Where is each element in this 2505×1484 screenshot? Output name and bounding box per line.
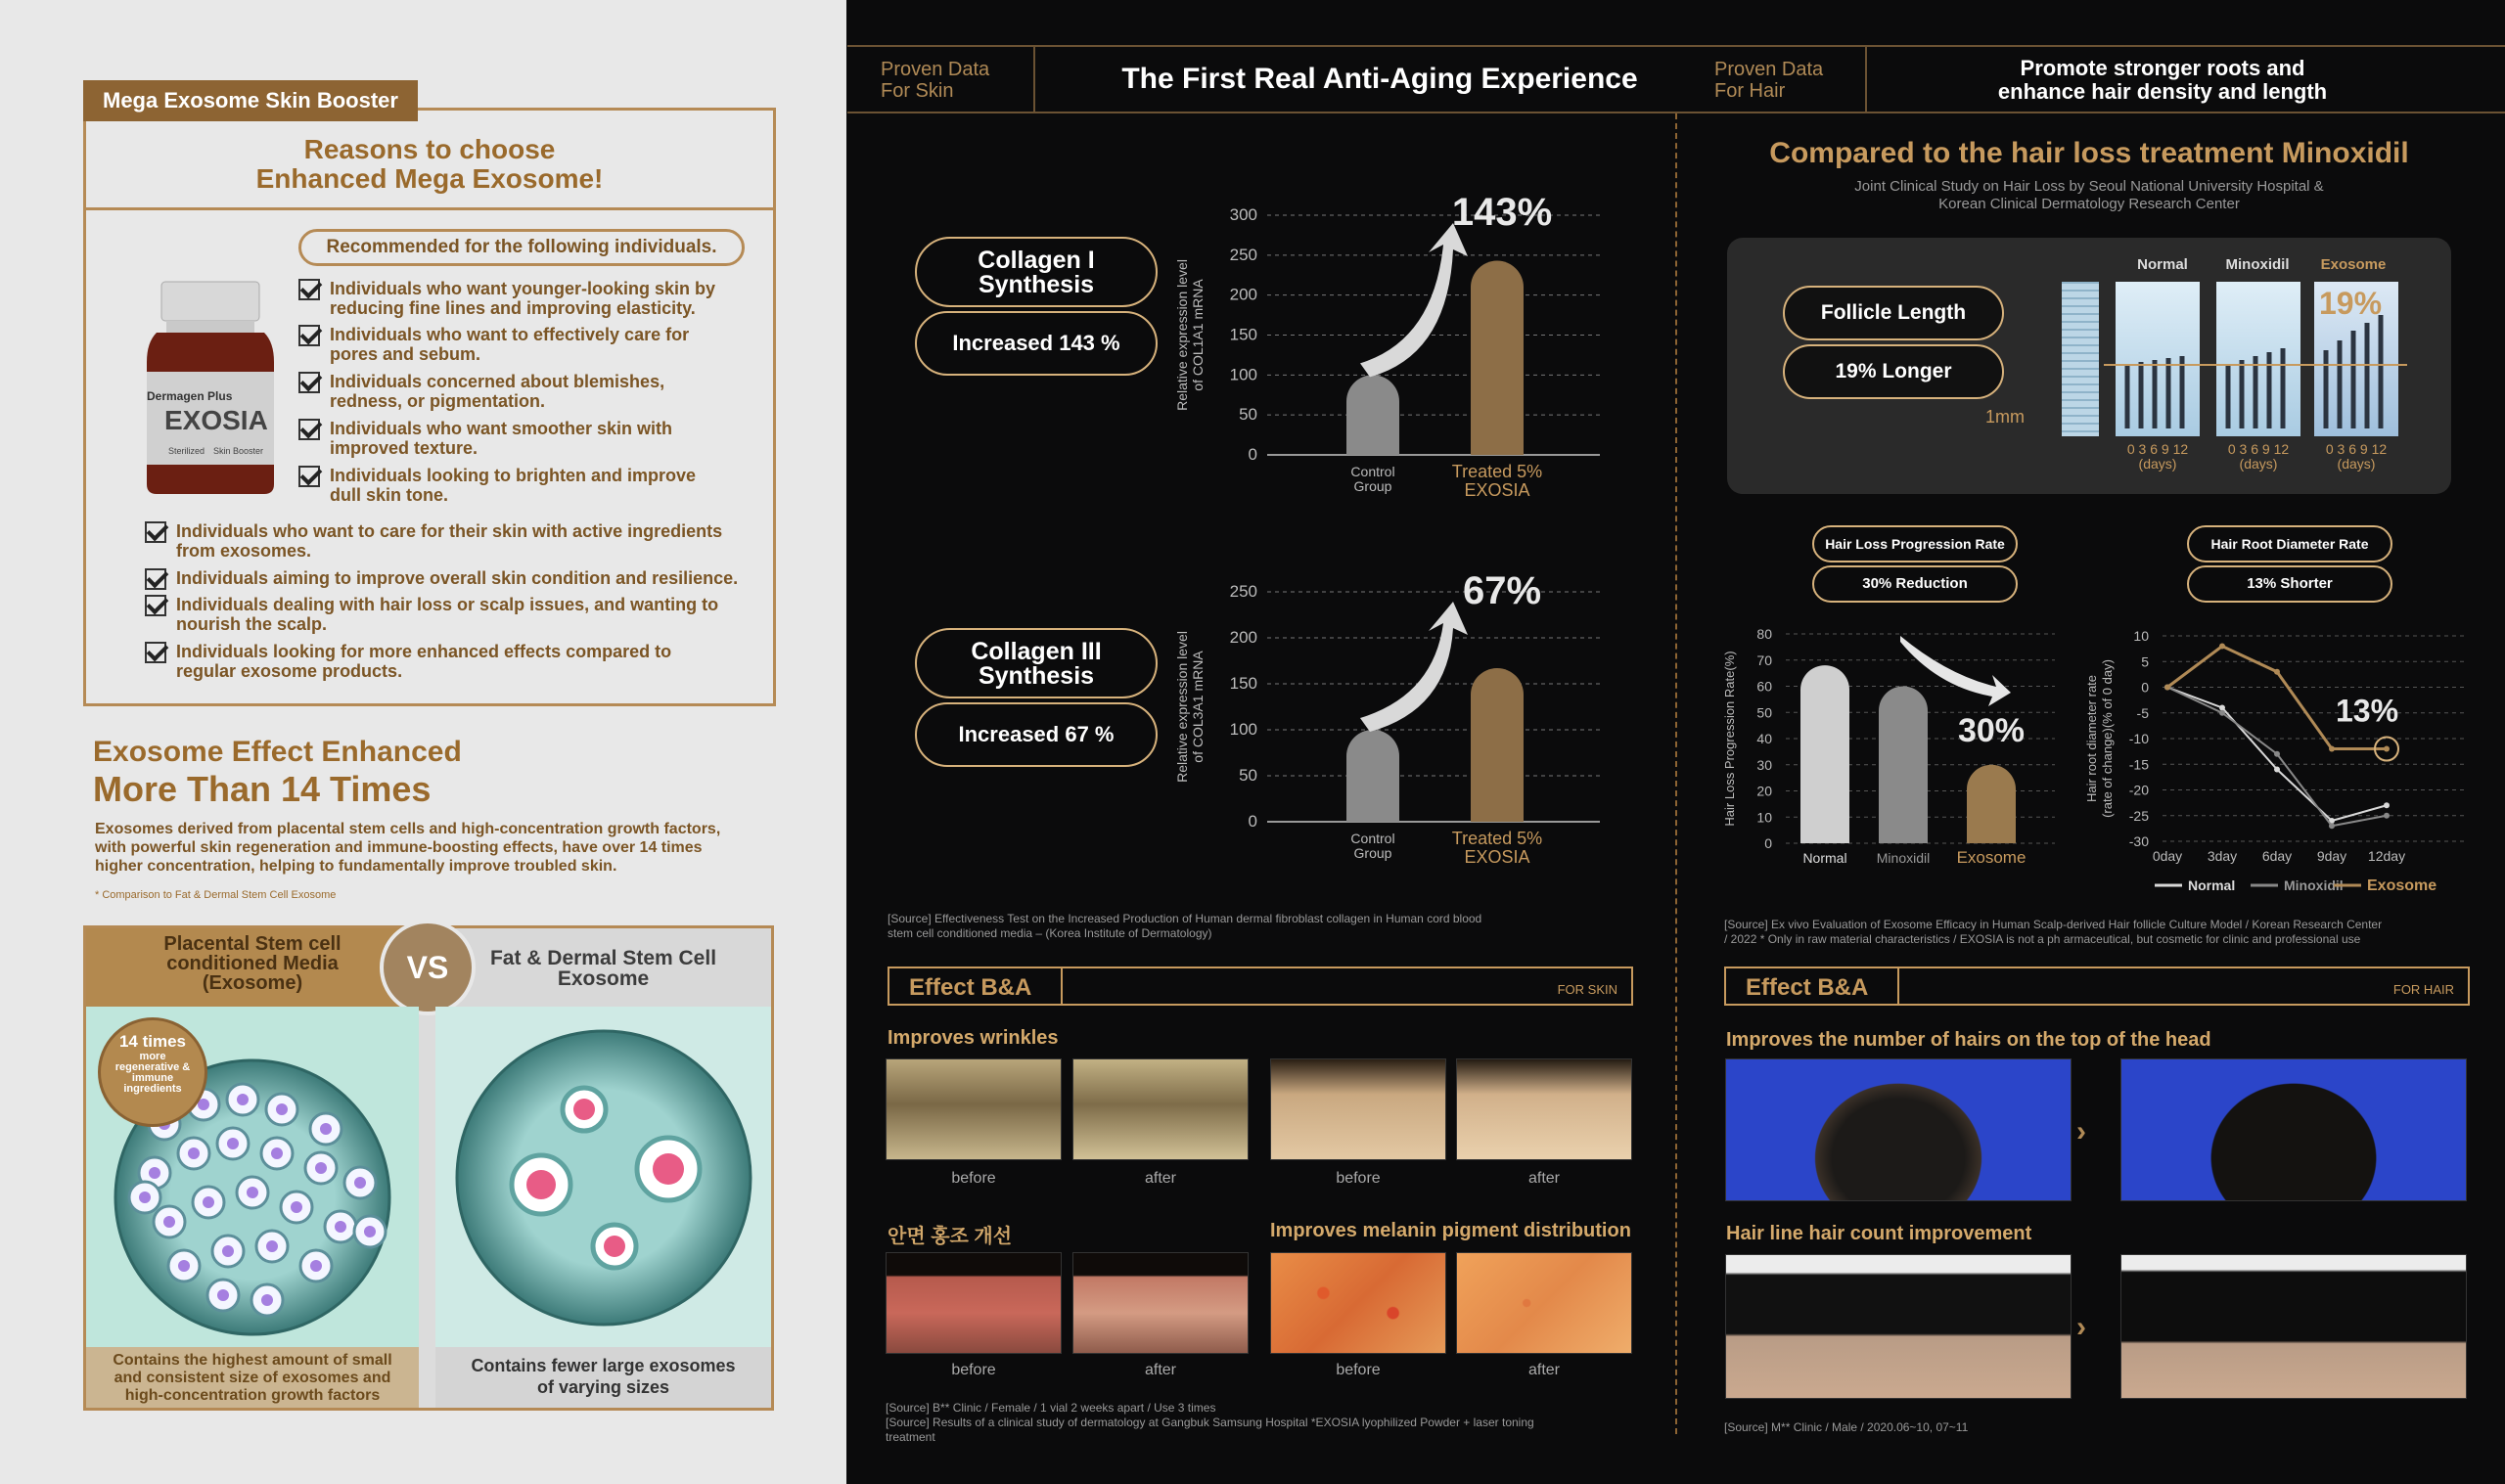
data-point <box>2219 644 2225 650</box>
effect-note: * Comparison to Fat & Dermal Stem Cell Exosome <box>95 889 337 901</box>
x-tick-label: 3day <box>2207 848 2238 864</box>
header-top-line <box>847 45 2505 47</box>
y-tick-label: 30 <box>1756 756 1772 773</box>
redness-after-photo <box>1072 1252 1249 1354</box>
y-axis-label: Hair Loss Progression Rate(%) <box>1722 651 1737 827</box>
root-diameter-shorter-pill: 13% Shorter <box>2187 565 2392 603</box>
x-tick-label: Normal <box>1802 850 1847 866</box>
exosome-core <box>203 1196 214 1208</box>
y-tick-label: 40 <box>1756 731 1772 746</box>
hair-top-before-photo <box>1725 1058 2072 1201</box>
exosome-core <box>261 1294 273 1306</box>
product-bottle-image <box>137 274 284 499</box>
collagen3-increase-pill: Increased 67 % <box>915 702 1158 767</box>
y-axis-label: of COL1A1 mRNA <box>1190 279 1206 391</box>
wrinkles-title: Improves wrinkles <box>888 1027 1059 1049</box>
melanin-after-photo <box>1456 1252 1632 1354</box>
effect-description: Exosomes derived from placental stem cells and high-concentration growth factors, with powerful skin regeneration and immune-boosting effects, have over 14 times higher concentration, helping to fundamentally improve troubled skin. <box>95 821 721 875</box>
checklist-item <box>298 466 696 505</box>
y-tick-label: 70 <box>1756 652 1772 668</box>
skin-footnote: [Source] B** Clinic / Female / 1 vial 2 weeks apart / Use 3 times [Source] Results of a clinical study of dermatology at Gangbuk Samsung Hospital *EXOSIA lyophilized Powder + laser toning treatment <box>886 1401 1534 1444</box>
y-tick-label: 0 <box>1764 835 1772 851</box>
x-tick-label: 6day <box>2261 848 2293 864</box>
divider <box>1897 968 1899 1004</box>
product-tag: Mega Exosome Skin Booster <box>83 80 418 121</box>
checklist-text: Individuals who want to care for their skin with active ingredients from exosomes. <box>176 521 723 561</box>
y-tick-label: 10 <box>1756 809 1772 826</box>
follicle-normal-image <box>2116 282 2200 436</box>
checklist-text: Individuals dealing with hair loss or scalp issues, and wanting to nourish the scalp. <box>176 595 719 634</box>
divider <box>86 207 773 210</box>
exosome-core <box>227 1138 239 1149</box>
melanin-title: Improves melanin pigment distribution <box>1270 1220 1631 1241</box>
x-tick-label: Control <box>1350 464 1395 479</box>
exosome-core <box>247 1187 258 1198</box>
col-minoxidil: Minoxidil <box>2225 256 2290 273</box>
comparison-right-header: Fat & Dermal Stem Cell Exosome <box>435 928 771 1007</box>
skin-header-small: Proven Data For Skin <box>881 59 990 102</box>
skin-ba-tag: FOR SKIN <box>1557 982 1617 997</box>
redness-before-photo <box>886 1252 1062 1354</box>
fat-dermal-cell-diagram <box>435 1007 771 1347</box>
exosome-core <box>335 1221 346 1233</box>
checklist-item <box>145 521 722 561</box>
data-point <box>2274 751 2280 757</box>
days-normal: 0 3 6 9 12 (days) <box>2126 441 2189 472</box>
checklist-item <box>298 325 689 364</box>
skin-source: [Source] Effectiveness Test on the Increased Production of Human dermal fibroblast collagen in Human cord blood stem cell conditioned media – (Korea Institute of Dermatology) <box>888 912 1482 940</box>
y-tick-label: -15 <box>2128 756 2149 773</box>
y-tick-label: 150 <box>1229 325 1257 344</box>
hair-line-before-photo <box>1725 1254 2072 1399</box>
bar <box>1800 665 1849 843</box>
arrow-icon: › <box>2076 1311 2086 1343</box>
hair-loss-rate-pill: Hair Loss Progression Rate <box>1812 525 2018 562</box>
y-tick-label: 250 <box>1229 582 1257 601</box>
ruler-image <box>2062 282 2099 436</box>
collagen3-pill: Collagen III Synthesis <box>915 628 1158 698</box>
checklist-text: Individuals who want to effectively care for pores and sebum. <box>330 325 690 364</box>
skin-ba-header <box>888 967 1633 1006</box>
bar <box>1471 668 1524 822</box>
checkbox-icon <box>298 466 320 487</box>
days-exosome: 0 3 6 9 12 (days) <box>2325 441 2388 472</box>
checklist-text: Individuals concerned about blemishes, redness, or pigmentation. <box>330 372 665 411</box>
y-tick-label: 50 <box>1239 766 1257 785</box>
y-axis-label: (rate of change)(% of 0 day) <box>2100 659 2115 818</box>
growth-arrow <box>1360 223 1468 377</box>
checkbox-icon <box>145 568 166 590</box>
hair-header-title: Promote stronger roots and enhance hair density and length <box>1997 56 2328 104</box>
data-point <box>2384 746 2390 752</box>
checklist-item <box>298 372 664 411</box>
hair-ba-header <box>1724 967 2470 1006</box>
y-tick-label: 100 <box>1229 365 1257 384</box>
y-tick-label: -25 <box>2128 807 2149 824</box>
reduction-label: 30% <box>1957 712 2026 749</box>
x-tick-label: EXOSIA <box>1464 480 1530 500</box>
skin-ba-title: Effect B&A <box>909 974 1032 1001</box>
data-point <box>2219 710 2225 716</box>
legend-label: Normal <box>2188 877 2236 893</box>
hair-source: [Source] Ex vivo Evaluation of Exosome Efficacy in Human Scalp-derived Hair follicle Culture Model / Korean Research Center / 2022 * Only in raw material characteristics / EXOSIA is not a ph armaceutical, but cosmetic for clinic and professional use <box>1724 918 2383 946</box>
hair-subtitle: Joint Clinical Study on Hair Loss by Seoul National University Hospital & Korean Clinical Dermatology Research Center <box>1854 178 2324 212</box>
exosome-core <box>237 1094 249 1105</box>
vs-badge: VS <box>380 920 476 1015</box>
follicle-19-label: 19% <box>2319 286 2383 321</box>
checkbox-icon <box>145 595 166 616</box>
reasons-title: Reasons to choose Enhanced Mega Exosome! <box>255 134 604 194</box>
checklist-item <box>145 568 738 590</box>
bar <box>1346 730 1399 822</box>
bottle-sub1: Sterilized <box>168 446 205 456</box>
exosome-core <box>364 1226 376 1237</box>
x-tick-label: EXOSIA <box>1464 847 1530 867</box>
shorter-label: 13% <box>2335 693 2399 729</box>
hair-loss-bar-chart <box>1712 616 2074 880</box>
effect-title-1: Exosome Effect Enhanced <box>93 736 462 768</box>
collagen3-chart <box>1169 572 1619 876</box>
divider <box>1061 968 1063 1004</box>
scale-label: 1mm <box>1985 407 2025 427</box>
fat-dermal-exosome-illustration <box>435 1007 771 1347</box>
hair-top-after-photo <box>2120 1058 2467 1201</box>
caption-after: after <box>1144 1362 1176 1378</box>
bar <box>1879 687 1928 844</box>
y-tick-label: 20 <box>1756 783 1772 799</box>
arrow-icon: › <box>2076 1115 2086 1147</box>
y-tick-label: 5 <box>2141 653 2149 670</box>
caption-after: after <box>1144 1170 1176 1187</box>
y-tick-label: 200 <box>1229 285 1257 304</box>
exosome-core <box>291 1201 302 1213</box>
forehead-before-photo <box>1270 1058 1446 1160</box>
x-tick-label: Control <box>1350 831 1395 846</box>
wrinkles-before-photo <box>886 1058 1062 1160</box>
exosome-core <box>222 1245 234 1257</box>
checklist-text: Individuals who want younger-looking skin by reducing fine lines and improving elasticity. <box>330 279 716 318</box>
column-separator <box>1675 113 1677 1434</box>
hair-footnote: [Source] M** Clinic / Male / 2020.06~10, 07~11 <box>1724 1420 1969 1434</box>
bottle-sub2: Skin Booster <box>213 446 264 456</box>
checkbox-icon <box>298 325 320 346</box>
hair-header-small: Proven Data For Hair <box>1714 59 1824 102</box>
x-tick-label: Minoxidil <box>1876 850 1931 866</box>
legend-label: Minoxidil <box>2284 877 2344 893</box>
legend-label: Exosome <box>2367 877 2437 894</box>
follicle-length-pill: Follicle Length <box>1783 286 2004 340</box>
caption-after: after <box>1527 1362 1560 1378</box>
y-tick-label: -20 <box>2128 782 2149 798</box>
data-point <box>2219 705 2225 711</box>
y-axis-label: Relative expression level <box>1174 631 1190 783</box>
data-point <box>2384 802 2390 808</box>
exosome-core <box>310 1260 322 1272</box>
checkbox-icon <box>298 372 320 393</box>
follicle-longer-pill: 19% Longer <box>1783 344 2004 399</box>
hair-top-title: Improves the number of hairs on the top of the head <box>1726 1029 2211 1051</box>
reference-line <box>2104 364 2407 366</box>
checkbox-icon <box>145 642 166 663</box>
hair-ba-title: Effect B&A <box>1746 974 1869 1001</box>
data-point <box>2329 746 2335 752</box>
increase-label: 143% <box>1451 196 1553 234</box>
exosome-core <box>139 1192 151 1203</box>
data-point <box>2274 767 2280 773</box>
hair-title: Compared to the hair loss treatment Minoxidil <box>1769 137 2409 169</box>
header-divider <box>1033 45 1035 113</box>
y-tick-label: -30 <box>2128 833 2149 849</box>
checklist-text: Individuals looking for more enhanced effects compared to regular exosome products. <box>176 642 672 681</box>
y-tick-label: 10 <box>2133 628 2149 644</box>
checklist-text: Individuals aiming to improve overall skin condition and resilience. <box>176 568 739 588</box>
exosome-core <box>271 1147 283 1159</box>
bottle-name: EXOSIA <box>164 405 268 435</box>
y-tick-label: 300 <box>1229 205 1257 224</box>
y-tick-label: 50 <box>1756 704 1772 721</box>
x-tick-label: 9day <box>2316 848 2347 864</box>
hair-ba-tag: FOR HAIR <box>2392 982 2454 997</box>
follicle-minoxidil-image <box>2216 282 2300 436</box>
checklist-item <box>298 279 715 318</box>
melanin-before-photo <box>1270 1252 1446 1354</box>
forehead-after-photo <box>1456 1058 1632 1160</box>
exosome-core <box>315 1162 327 1174</box>
exosome-core <box>217 1289 229 1301</box>
data-point <box>2384 813 2390 819</box>
y-tick-label: 80 <box>1756 626 1772 642</box>
caption-before: before <box>951 1362 996 1378</box>
y-tick-label: 150 <box>1229 674 1257 693</box>
checklist-text: Individuals looking to brighten and improve dull skin tone. <box>330 466 697 505</box>
days-minoxidil: 0 3 6 9 12 (days) <box>2227 441 2290 472</box>
y-tick-label: 0 <box>2141 679 2149 696</box>
hair-line-title: Hair line hair count improvement <box>1726 1223 2032 1244</box>
bar <box>1967 765 2016 843</box>
exosome-core <box>178 1260 190 1272</box>
exosome-core <box>149 1167 160 1179</box>
x-tick-label: Group <box>1353 845 1392 861</box>
checklist-text: Individuals who want smoother skin with improved texture. <box>330 419 673 458</box>
skin-header-title: The First Real Anti-Aging Experience <box>1121 63 1638 95</box>
col-normal: Normal <box>2137 256 2188 273</box>
checklist-item <box>145 642 671 681</box>
recommend-pill: Recommended for the following individuals. <box>298 229 745 266</box>
y-tick-label: 0 <box>1248 445 1257 464</box>
comparison-right-footer: Contains fewer large exosomes of varying sizes <box>435 1347 771 1408</box>
hair-loss-reduction-pill: 30% Reduction <box>1812 565 2018 603</box>
x-tick-label: 0day <box>2152 848 2183 864</box>
y-tick-label: -5 <box>2136 704 2149 721</box>
y-tick-label: 200 <box>1229 628 1257 647</box>
exosome-core <box>354 1177 366 1189</box>
checkbox-icon <box>145 521 166 543</box>
bottle-brand: Dermagen Plus <box>147 389 233 403</box>
x-tick-label: Group <box>1353 478 1392 494</box>
checkbox-icon <box>298 419 320 440</box>
col-exosome: Exosome <box>2320 256 2387 273</box>
checklist-item <box>298 419 672 458</box>
x-tick-label: Treated 5% <box>1451 829 1543 848</box>
growth-arrow <box>1360 602 1468 732</box>
root-diameter-line-chart <box>2074 616 2485 900</box>
caption-before: before <box>1336 1362 1381 1378</box>
exosome-core <box>163 1216 175 1228</box>
checkbox-icon <box>298 279 320 300</box>
y-tick-label: -10 <box>2128 731 2149 746</box>
y-axis-label: of COL3A1 mRNA <box>1190 651 1206 763</box>
bar <box>1471 261 1524 455</box>
collagen1-chart <box>1169 196 1619 509</box>
x-tick-label: 12day <box>2367 848 2406 864</box>
y-axis-label: Relative expression level <box>1174 259 1190 411</box>
root-diameter-rate-pill: Hair Root Diameter Rate <box>2187 525 2392 562</box>
checklist-item <box>145 595 718 634</box>
y-tick-label: 50 <box>1239 405 1257 425</box>
caption-after: after <box>1527 1170 1560 1187</box>
caption-before: before <box>951 1170 996 1187</box>
y-axis-label: Hair root diameter rate <box>2084 674 2099 803</box>
bar <box>1346 375 1399 455</box>
left-panel <box>0 0 846 1484</box>
caption-before: before <box>1336 1170 1381 1187</box>
x-tick-label: Exosome <box>1956 848 2027 867</box>
data-point <box>2274 669 2280 675</box>
y-tick-label: 60 <box>1756 678 1772 695</box>
y-tick-label: 100 <box>1229 720 1257 739</box>
y-tick-label: 0 <box>1248 812 1257 831</box>
redness-title: 안면 홍조 개선 <box>888 1226 1013 1247</box>
increase-label: 67% <box>1462 572 1542 612</box>
14-times-badge: 14 times more regenerative & immune ingredients <box>98 1017 207 1127</box>
exosome-core <box>188 1147 200 1159</box>
x-tick-label: Treated 5% <box>1451 462 1543 481</box>
data-point <box>2329 823 2335 829</box>
wrinkles-after-photo <box>1072 1058 1249 1160</box>
collagen1-pill: Collagen I Synthesis <box>915 237 1158 307</box>
effect-title-2: More Than 14 Times <box>93 769 432 809</box>
header-divider <box>1865 45 1867 113</box>
exosome-core <box>266 1240 278 1252</box>
y-tick-label: 250 <box>1229 245 1257 264</box>
comparison-left-footer: Contains the highest amount of small and consistent size of exosomes and high-concentration growth factors <box>86 1347 419 1408</box>
comparison-left-header: Placental Stem cell conditioned Media (Exosome) <box>86 928 419 1007</box>
exosome-core <box>276 1103 288 1115</box>
exosome-core <box>320 1123 332 1135</box>
collagen1-increase-pill: Increased 143 % <box>915 311 1158 376</box>
hair-line-after-photo <box>2120 1254 2467 1399</box>
data-point <box>2164 685 2170 691</box>
